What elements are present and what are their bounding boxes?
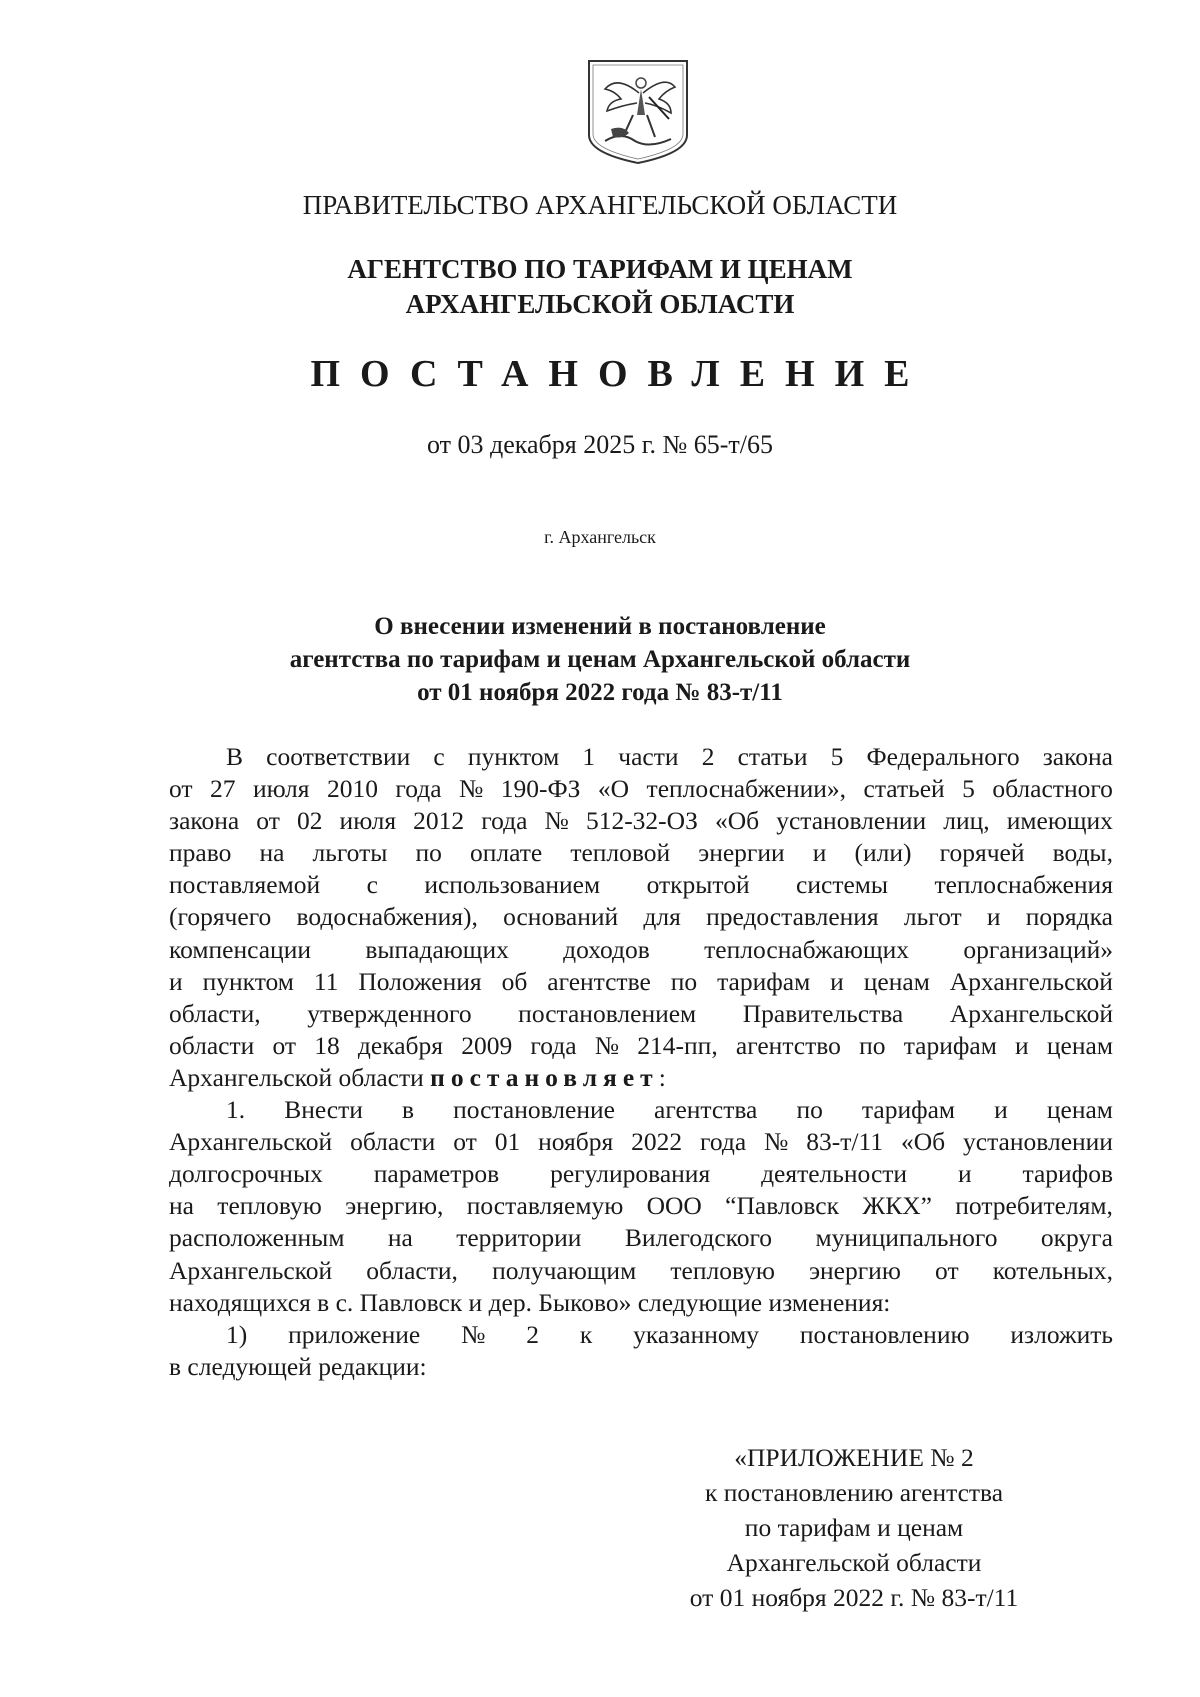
- body-word: выпадающих: [365, 934, 509, 964]
- body-line: [169, 1126, 1113, 1158]
- body-word: муниципального: [815, 1223, 998, 1253]
- body-word: оснований: [503, 902, 619, 932]
- body-line: [169, 1030, 1113, 1062]
- body-line: [169, 998, 1113, 1030]
- body-text: :: [658, 1062, 666, 1092]
- body-word: областного: [992, 774, 1113, 804]
- body-word: от: [272, 1030, 297, 1060]
- agency-title-line: АГЕНТСТВО ПО ТАРИФАМ И ЦЕНАМ: [347, 254, 853, 284]
- body-word: Архангельской: [169, 1127, 333, 1157]
- body-word: к: [579, 1319, 593, 1349]
- body-word: теплоснабжающих: [704, 934, 910, 964]
- document-body: [169, 741, 1113, 1383]
- body-word: «Об: [714, 806, 760, 836]
- body-word: 11: [313, 966, 339, 996]
- body-word: по: [670, 966, 698, 996]
- appendix-line: «ПРИЛОЖЕНИЕ № 2: [734, 1443, 974, 1472]
- body-word: и: [830, 966, 844, 996]
- body-line: [169, 1319, 1113, 1351]
- body-word: порядка: [1025, 902, 1113, 932]
- body-word: энергии: [698, 838, 785, 868]
- body-word: энергию,: [345, 1191, 444, 1221]
- body-word: доходов: [563, 934, 650, 964]
- body-word: 5: [962, 774, 975, 804]
- body-word: ООО: [646, 1191, 702, 1221]
- body-word: долгосрочных: [169, 1159, 323, 1189]
- body-word: области: [350, 1127, 436, 1157]
- body-word: льгот: [903, 902, 962, 932]
- body-word: постановлению: [799, 1319, 970, 1349]
- body-word: право: [169, 838, 232, 868]
- body-word: «О: [597, 774, 630, 804]
- body-word: ценам: [1046, 1030, 1113, 1060]
- agency-title-line: АРХАНГЕЛЬСКОЙ ОБЛАСТИ: [405, 289, 795, 319]
- body-line: [169, 1255, 1113, 1287]
- body-word: теплоснабжении»,: [646, 774, 847, 804]
- body-word: №: [459, 774, 484, 804]
- body-word: постановлением: [518, 998, 697, 1028]
- body-word: статьей: [863, 774, 945, 804]
- body-word: системы: [796, 870, 889, 900]
- body-line: [169, 934, 1113, 966]
- body-word: года: [395, 774, 442, 804]
- body-word: агентства: [654, 1095, 758, 1125]
- body-word: приложение: [288, 1319, 421, 1349]
- body-word: части: [618, 742, 679, 771]
- body-word: №: [544, 806, 569, 836]
- body-word: и: [169, 966, 183, 996]
- body-word: 512-32-ОЗ: [585, 806, 698, 836]
- body-word: 190-ФЗ: [500, 774, 581, 804]
- body-word: использованием: [424, 870, 601, 900]
- appendix-line: по тарифам и ценам: [744, 1513, 964, 1542]
- body-word: тепловую: [670, 1255, 775, 1285]
- body-word: и: [986, 902, 1001, 932]
- body-word: тарифов: [1022, 1159, 1113, 1189]
- body-line: [169, 773, 1113, 805]
- body-word: установлении: [963, 1127, 1113, 1157]
- subject-line: от 01 ноября 2022 года № 83-т/11: [417, 679, 783, 706]
- body-word: от: [453, 1127, 477, 1157]
- body-word: об: [501, 966, 528, 996]
- body-line: находящихся в с. Павловск и дер. Быково» следующие изменения:: [169, 1287, 891, 1317]
- body-word: соответствии: [266, 742, 411, 771]
- body-word: изложить: [1010, 1319, 1113, 1349]
- body-word: получающим: [492, 1255, 637, 1285]
- body-word: Архангельской: [949, 966, 1113, 996]
- body-line: [169, 901, 1113, 933]
- body-word: открытой: [646, 870, 750, 900]
- body-word: Вилегодского: [624, 1223, 773, 1253]
- body-word: (горячего: [169, 902, 272, 932]
- subject-line: агентства по тарифам и ценам Архангельской области: [289, 646, 911, 673]
- body-word: тепловой: [570, 838, 671, 868]
- body-word: горячей: [939, 838, 1025, 868]
- body-word: области,: [366, 1255, 458, 1285]
- body-word: №: [594, 1030, 620, 1060]
- body-word: «Об: [900, 1127, 946, 1157]
- body-line: [169, 966, 1113, 998]
- body-word: и: [994, 1095, 1008, 1125]
- body-word: закона: [169, 806, 240, 836]
- body-word: с: [433, 742, 445, 771]
- body-word: июля: [252, 774, 310, 804]
- body-word: на: [169, 1191, 194, 1221]
- body-word: Положения: [358, 966, 482, 996]
- appendix-line: от 01 ноября 2022 г. № 83-т/11: [689, 1583, 1019, 1612]
- body-word: Внести: [284, 1095, 363, 1125]
- body-word: указанному: [633, 1319, 760, 1349]
- resolves-word: постановляет: [430, 1062, 659, 1092]
- body-word: №: [764, 1127, 789, 1157]
- body-word: 1: [582, 742, 596, 771]
- body-word: Правительства: [742, 998, 904, 1028]
- body-word: имеющих: [1006, 806, 1113, 836]
- body-word: параметров: [373, 1159, 500, 1189]
- body-text: Архангельской области: [169, 1062, 424, 1092]
- body-word: 2012: [413, 806, 465, 836]
- body-word: 02: [296, 806, 323, 836]
- body-word: года: [700, 1127, 747, 1157]
- body-word: установлении: [776, 806, 927, 836]
- body-word: (или): [854, 838, 912, 868]
- body-word: пунктом: [202, 966, 294, 996]
- body-word: на: [387, 1223, 413, 1253]
- government-title: ПРАВИТЕЛЬСТВО АРХАНГЕЛЬСКОЙ ОБЛАСТИ: [302, 190, 898, 220]
- appendix-line: Архангельской области: [726, 1548, 982, 1577]
- body-word: агентство: [735, 1030, 841, 1060]
- body-word: ноября: [538, 1127, 614, 1157]
- body-word: и: [957, 1159, 972, 1189]
- body-word: постановление: [453, 1095, 615, 1125]
- document-subject: [0, 610, 1200, 709]
- body-word: 214-пп,: [637, 1030, 718, 1060]
- body-word: 27: [210, 774, 236, 804]
- body-line: [169, 741, 1113, 773]
- body-line: [169, 1094, 1113, 1126]
- body-line: [169, 1190, 1113, 1222]
- body-word: 2022: [631, 1127, 683, 1157]
- body-word: от: [169, 774, 193, 804]
- body-line: [169, 869, 1113, 901]
- body-line: [169, 1158, 1113, 1190]
- body-word: 83-т/11: [806, 1127, 884, 1157]
- body-word: предоставления: [706, 902, 879, 932]
- body-word: округа: [1040, 1223, 1113, 1253]
- body-word: на: [259, 838, 285, 868]
- body-line: в следующей редакции:: [169, 1351, 427, 1381]
- body-line: [169, 1222, 1113, 1254]
- body-word: и: [812, 838, 827, 868]
- body-word: расположенным: [169, 1223, 345, 1253]
- body-word: тарифам: [903, 1030, 997, 1060]
- body-word: Архангельской: [169, 1255, 333, 1285]
- body-line: [169, 805, 1113, 837]
- body-word: по: [859, 1030, 886, 1060]
- subject-line: О внесении изменений в постановление: [374, 613, 826, 640]
- body-word: по: [796, 1095, 823, 1125]
- body-word: утвержденного: [307, 998, 472, 1028]
- document-number-date: от 03 декабря 2025 г. № 65-т/65: [426, 430, 774, 459]
- body-word: территории: [456, 1223, 582, 1253]
- body-word: 2010: [326, 774, 378, 804]
- document-type-heading: ПОСТАНОВЛЕНИЕ: [310, 353, 930, 395]
- body-word: области,: [169, 998, 261, 1028]
- body-word: “Павловск: [725, 1191, 840, 1221]
- body-word: тепловую: [217, 1191, 322, 1221]
- body-word: от: [256, 806, 280, 836]
- body-word: пунктом: [467, 742, 560, 771]
- body-word: с: [366, 870, 378, 900]
- body-word: Архангельской: [949, 998, 1113, 1028]
- coat-of-arms-emblem-icon: [583, 57, 693, 166]
- body-word: 1): [226, 1319, 248, 1349]
- body-word: для: [643, 902, 681, 932]
- body-word: в: [401, 1095, 415, 1125]
- body-word: 18: [314, 1030, 340, 1060]
- agency-title: [0, 252, 1200, 322]
- body-word: организаций»: [963, 934, 1113, 964]
- body-word: воды,: [1052, 838, 1113, 868]
- body-word: В: [226, 742, 244, 771]
- body-word: года: [481, 806, 528, 836]
- body-word: Федерального: [866, 742, 1020, 771]
- body-word: 01: [494, 1127, 521, 1157]
- body-word: оплате: [469, 838, 543, 868]
- body-word: энергию: [809, 1255, 901, 1285]
- body-word: ЖКХ”: [862, 1191, 932, 1221]
- body-word: агентстве: [547, 966, 651, 996]
- body-word: поставляемой: [169, 870, 321, 900]
- body-word: ценам: [863, 966, 930, 996]
- body-word: года: [530, 1030, 577, 1060]
- body-word: закона: [1042, 742, 1113, 771]
- body-word: льготы: [312, 838, 388, 868]
- body-word: регулирования: [550, 1159, 711, 1189]
- body-word: 2: [526, 1319, 540, 1349]
- body-word: ценам: [1046, 1095, 1113, 1125]
- body-word: области: [169, 1030, 255, 1060]
- body-word: котельных,: [992, 1255, 1113, 1285]
- body-line: [169, 837, 1113, 869]
- body-word: 1.: [226, 1095, 246, 1125]
- body-word: компенсации: [169, 934, 311, 964]
- body-word: от: [935, 1255, 959, 1285]
- body-word: 5: [830, 742, 844, 771]
- body-word: тарифам: [717, 966, 811, 996]
- body-word: июля: [339, 806, 397, 836]
- document-city: г. Архангельск: [544, 527, 656, 547]
- body-word: по: [415, 838, 442, 868]
- body-word: деятельности: [761, 1159, 908, 1189]
- appendix-line: к постановлению агентства: [704, 1478, 1004, 1507]
- body-word: статьи: [737, 742, 808, 771]
- body-word: водоснабжения),: [296, 902, 478, 932]
- appendix-reference: [654, 1440, 1054, 1615]
- body-word: и: [1015, 1030, 1029, 1060]
- body-word: 2009: [461, 1030, 513, 1060]
- body-word: декабря: [357, 1030, 443, 1060]
- body-word: потребителям,: [955, 1191, 1113, 1221]
- body-word: 2: [701, 742, 715, 771]
- body-word: тарифам: [861, 1095, 956, 1125]
- body-word: теплоснабжения: [934, 870, 1113, 900]
- body-line-resolution: [169, 1062, 1113, 1094]
- body-word: поставляемую: [466, 1191, 624, 1221]
- body-word: лиц,: [943, 806, 990, 836]
- body-word: №: [461, 1319, 486, 1349]
